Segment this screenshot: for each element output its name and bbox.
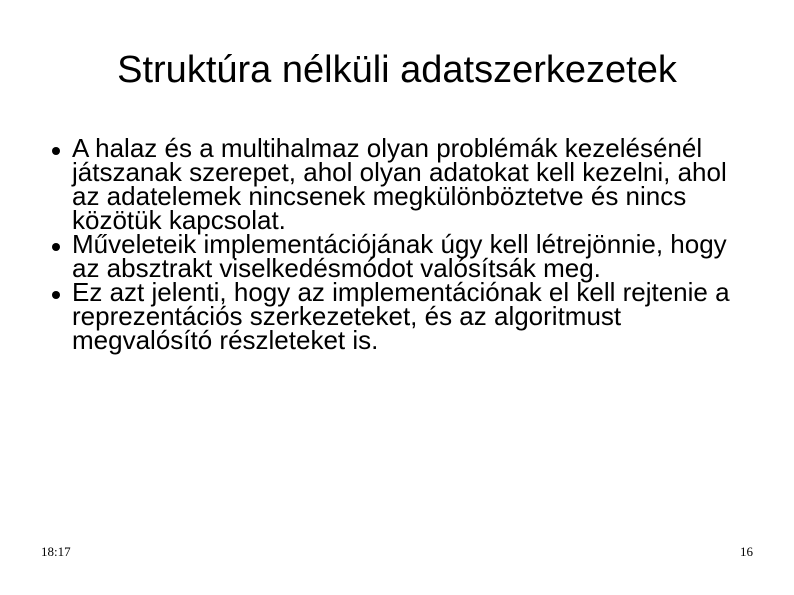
bullet-dot-icon [52,291,60,299]
bullet-item [52,133,752,235]
bullet-dot-icon [52,147,60,155]
bullet-text: Ez azt jelenti, hogy az implementációnak el kell rejtenie a reprezentációs szerkezeteket, és az algoritmust megvalósító részleteket is. [72,277,730,355]
bullet-item [52,277,752,355]
bullet-text: A halaz és a multihalmaz olyan problémák kezelésénél játszanak szerepet, ahol olyan adatokat kell kezelni, ahol az adatelemek nincsenek megkülönböztetve és nincs közötük kapcsolat. [72,133,727,235]
bullet-dot-icon [52,243,60,251]
slide-title: Struktúra nélküli adatszerkezetek [117,49,677,91]
bullet-text: Műveleteik implementációjának úgy kell létrejönnie, hogy az absztrakt viselkedésmódot valósítsák meg. [72,229,727,283]
bullet-item [52,229,752,283]
page-number: 16 [740,544,753,559]
footer-time: 18:17 [41,544,71,559]
bullet-list [52,133,752,355]
